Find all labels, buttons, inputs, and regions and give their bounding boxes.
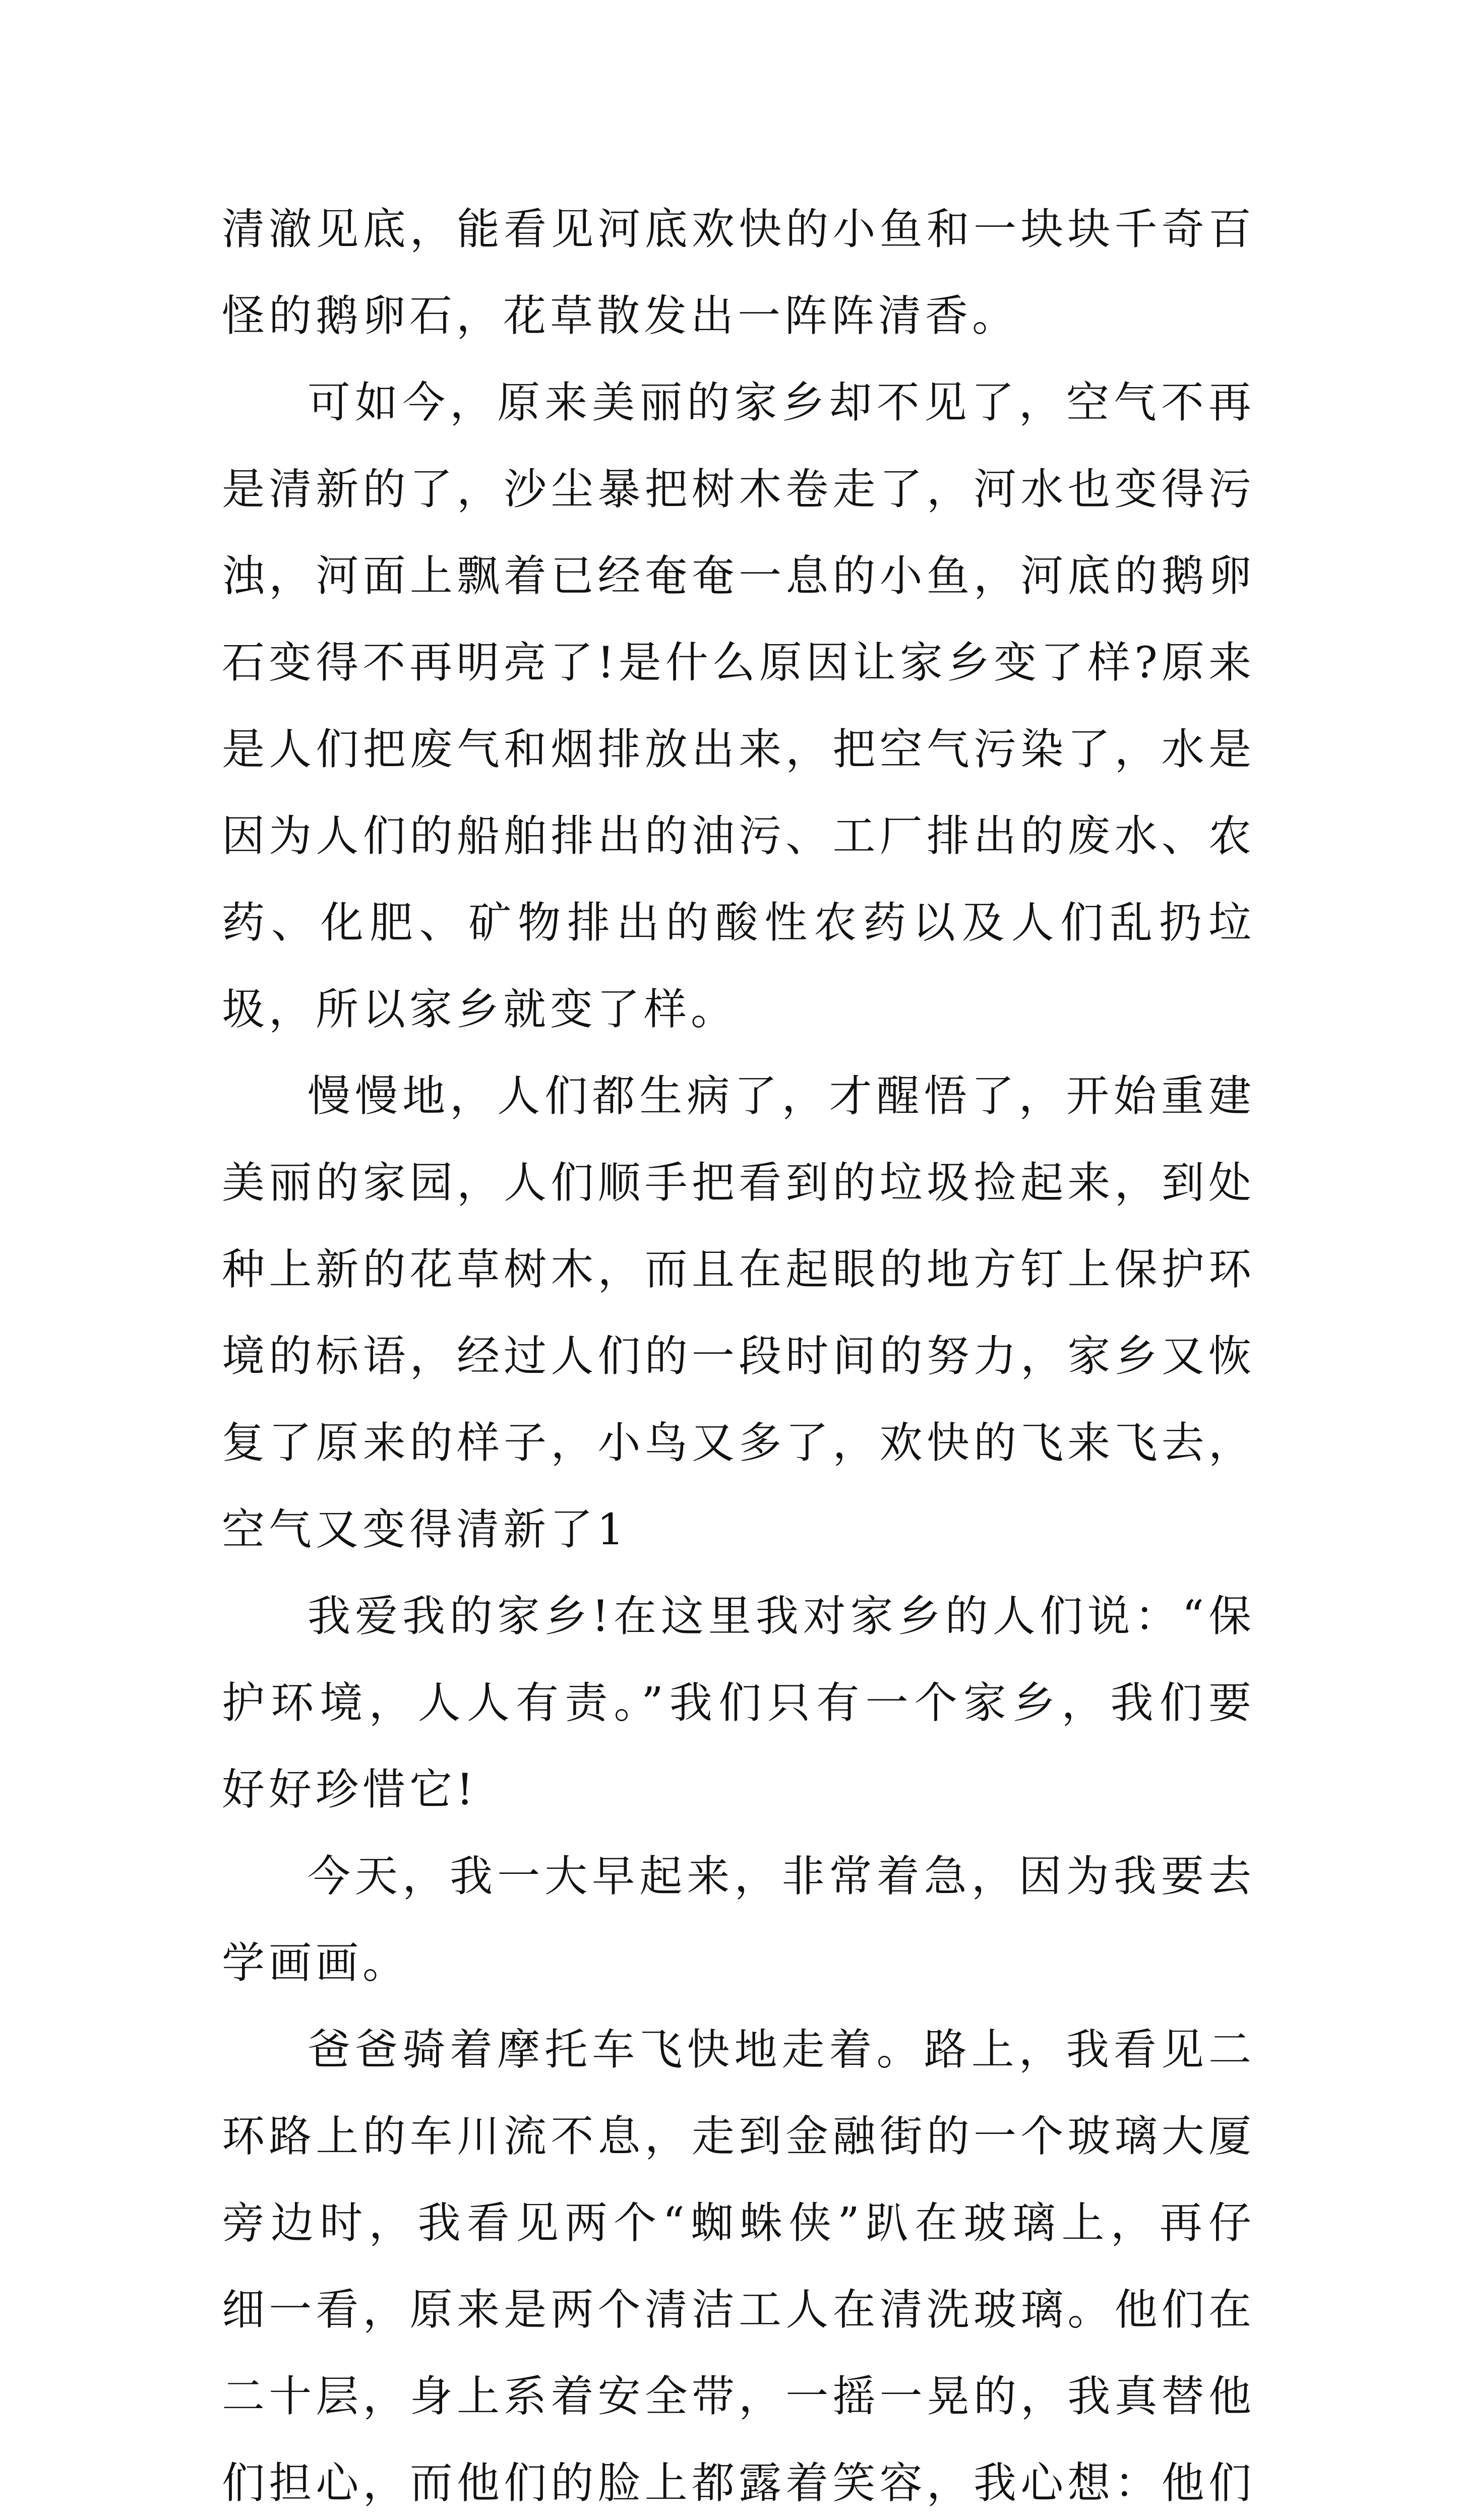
- document-body: [222, 186, 1255, 2520]
- paragraph-5: 今天，我一大早起来，非常着急，因为我要去学画画。: [222, 1852, 1255, 1988]
- paragraph-3: 慢慢地，人们都生病了，才醒悟了，开始重建美丽的家园，人们顺手把看到的垃圾捡起来，到处种上新的花草树木，而且在起眼的地方钉上保护环境的标语，经过人们的一段时间的努力，家乡又恢复了原来的样子，小鸟又多了，欢快的飞来飞去，空气又变得清新了1: [222, 1072, 1255, 1555]
- paragraph-4: 我爱我的家乡!在这里我对家乡的人们说：“保护环境，人人有责。”我们只有一个家乡，我们要好好珍惜它!: [222, 1592, 1255, 1815]
- paragraph-6: 爸爸骑着摩托车飞快地走着。路上，我看见二环路上的车川流不息，走到金融街的一个玻璃大厦旁边时，我看见两个“蜘蛛侠”趴在玻璃上，再仔细一看，原来是两个清洁工人在清洗玻璃。他们在二十层，身上系着安全带，一摇一晃的，我真替他们担心，而他们的脸上都露着笑容，我心想：他们: [222, 2025, 1255, 2508]
- paragraph-1: 清澈见底，能看见河底欢快的小鱼和一块块千奇百怪的鹅卵石，花草散发出一阵阵清香。: [222, 205, 1255, 341]
- paragraph-2: 可如今，原来美丽的家乡却不见了，空气不再是清新的了，沙尘暴把树木卷走了，河水也变得污浊，河面上飘着已经奄奄一息的小鱼，河底的鹅卵石变得不再明亮了!是什么原因让家乡变了样?原来是人们把废气和烟排放出来，把空气污染了，水是因为人们的船舶排出的油污、工厂排出的废水、农药、化肥、矿物排出的酸性农药以及人们乱扔垃圾，所以家乡就变了样。: [222, 378, 1255, 1035]
